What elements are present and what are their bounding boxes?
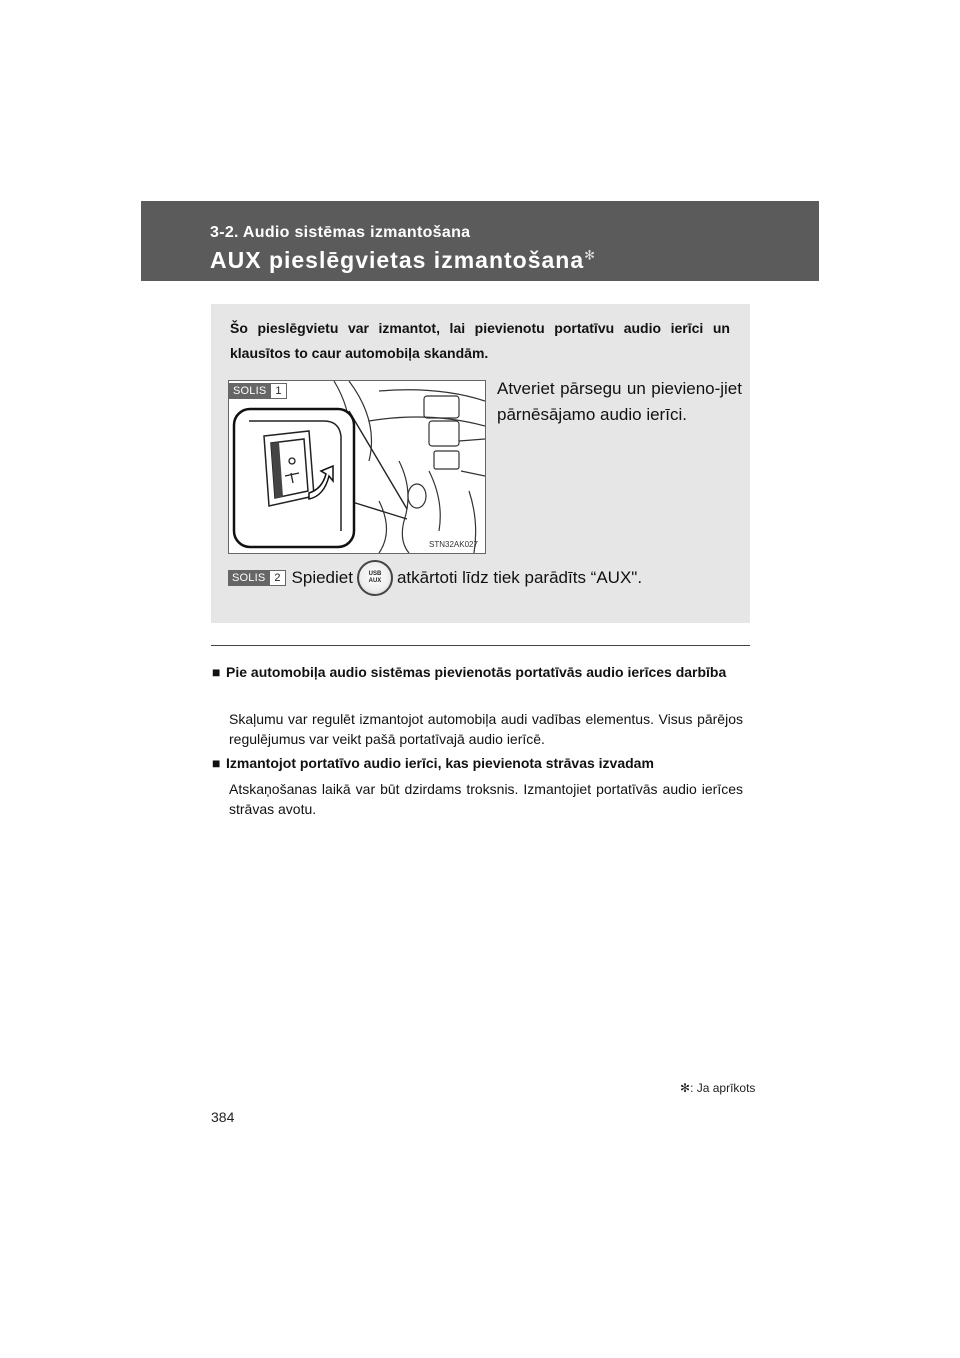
step-1-number: 1: [270, 383, 286, 399]
step-2-text-before: Spiediet: [291, 568, 353, 587]
note-1-heading: [212, 662, 743, 683]
divider: [211, 645, 750, 646]
aux-port-illustration: [228, 380, 486, 554]
step-1-text: Atveriet pārsegu un pievieno-jiet pārnēsājamo audio ierīci.: [497, 379, 742, 424]
step-1-word: SOLIS: [229, 383, 270, 399]
intro-text: Šo pieslēgvietu var izmantot, lai pievienotu portatīvu audio ierīci un klausītos to caur automobiļa skandām.: [230, 320, 730, 361]
step-2-badge: [228, 570, 286, 586]
note-2-heading: [212, 753, 743, 774]
step-2-word: SOLIS: [228, 570, 269, 586]
usb-aux-button-icon: [357, 560, 393, 596]
page-title: [210, 247, 596, 274]
usb-aux-button-line1: USB: [368, 571, 382, 577]
page-title-text: AUX pieslēgvietas izmantošana: [210, 247, 585, 273]
footnote-text: : Ja aprīkots: [690, 1081, 756, 1095]
footnote-mark: ✻: [680, 1081, 691, 1095]
note-1-bullet: ■: [212, 664, 221, 680]
step-2: [228, 559, 642, 597]
note-2-bullet: ■: [212, 755, 221, 771]
usb-aux-button-line2: AUX: [368, 578, 382, 584]
note-2-body: Atskaņošanas laikā var būt dzirdams troksnis. Izmantojiet portatīvās audio ierīces strāvas avotu.: [229, 781, 743, 817]
note-1-body: Skaļumu var regulēt izmantojot automobiļa audi vadības elementus. Visus pārējos regulējumus var veikt pašā portatīvajā audio ierīcē.: [229, 711, 743, 747]
dashboard-drawing: [229, 381, 485, 553]
note-2-heading-text: Izmantojot portatīvo audio ierīci, kas pievienota strāvas izvadam: [226, 755, 654, 771]
note-1-heading-text: Pie automobiļa audio sistēmas pievienotās portatīvās audio ierīces darbība: [226, 664, 727, 680]
step-2-number: 2: [269, 570, 285, 586]
figure-code: STN32AK027: [429, 540, 478, 549]
page-number: 384: [211, 1109, 235, 1125]
step-1-badge: [229, 383, 287, 399]
optional-equipment-mark: ✻: [584, 247, 597, 263]
step-2-text-after: atkārtoti līdz tiek parādīts “AUX".: [396, 568, 643, 587]
footnote: [680, 1081, 755, 1095]
section-label: 3-2. Audio sistēmas izmantošana: [210, 224, 471, 241]
